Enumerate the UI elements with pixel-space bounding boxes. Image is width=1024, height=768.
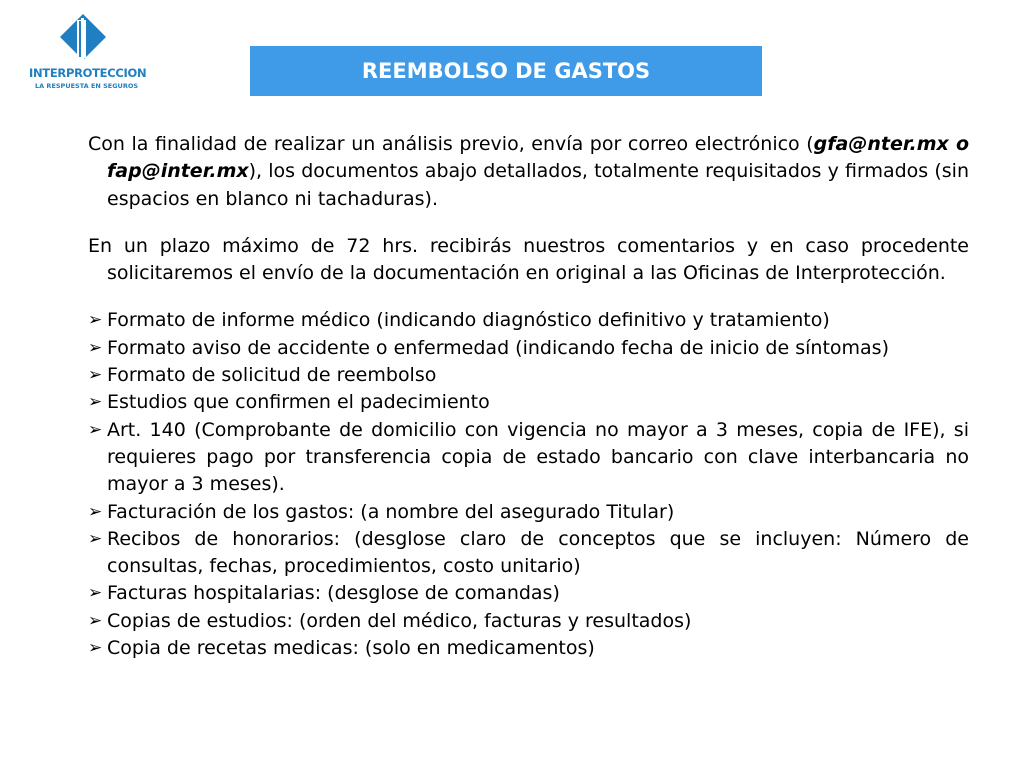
list-item: ➢ Copias de estudios: (orden del médico, facturas y resultados) (88, 608, 969, 635)
logo-name: INTERPROTECCION (29, 66, 147, 80)
company-logo (22, 14, 152, 96)
intro-paragraph-1 (88, 131, 969, 213)
arrow-bullet-icon: ➢ (88, 310, 103, 331)
intro-text-after: ), los documentos abajo detallados, totalmente requisitados y firmados (sin espacios en blanco ni tachaduras). (107, 160, 969, 210)
arrow-bullet-icon: ➢ (88, 528, 103, 549)
intro-text-before: Con la finalidad de realizar un análisis previo, envía por correo electrónico ( (88, 133, 814, 155)
arrow-bullet-icon: ➢ (88, 392, 103, 413)
interproteccion-logo-icon (60, 14, 106, 64)
arrow-bullet-icon: ➢ (88, 583, 103, 604)
list-item: ➢ Estudios que confirmen el padecimiento (88, 389, 969, 416)
list-item: ➢ Recibos de honorarios: (desglose claro de conceptos que se incluyen: Número de consultas, fechas, procedimientos, costo unitario) (88, 527, 969, 578)
requirements-list (88, 307, 969, 662)
arrow-bullet-icon: ➢ (88, 610, 103, 631)
list-item: ➢ Facturas hospitalarias: (desglose de comandas) (88, 580, 969, 607)
list-item: ➢ Formato aviso de accidente o enfermedad (indicando fecha de inicio de síntomas) (88, 335, 969, 362)
list-item: ➢ Facturación de los gastos: (a nombre del asegurado Titular) (88, 499, 969, 526)
arrow-bullet-icon: ➢ (88, 365, 103, 386)
arrow-bullet-icon: ➢ (88, 638, 103, 659)
page-title: REEMBOLSO DE GASTOS (361, 59, 651, 83)
intro-paragraph-2: En un plazo máximo de 72 hrs. recibirás nuestros comentarios y en caso procedente solicitaremos el envío de la documentación en original a las Oficinas de Interprotección. (88, 234, 969, 285)
logo-tagline: LA RESPUESTA EN SEGUROS (35, 82, 139, 90)
contact-emails: gfa@nter.mx o fap@inter.mx (107, 133, 969, 183)
list-item: ➢ Copia de recetas medicas: (solo en medicamentos) (88, 635, 969, 662)
list-item: ➢ Formato de informe médico (indicando diagnóstico definitivo y tratamiento) (88, 307, 969, 334)
arrow-bullet-icon: ➢ (88, 337, 103, 358)
arrow-bullet-icon: ➢ (88, 419, 103, 440)
document-body (88, 131, 969, 662)
title-banner (250, 46, 762, 96)
arrow-bullet-icon: ➢ (88, 501, 103, 522)
list-item: ➢ Formato de solicitud de reembolso (88, 362, 969, 389)
list-item: ➢ Art. 140 (Comprobante de domicilio con vigencia no mayor a 3 meses, copia de IFE), si requieres pago por transferencia copia de estado bancario con clave interbancaria no mayor a 3 meses). (88, 418, 969, 496)
